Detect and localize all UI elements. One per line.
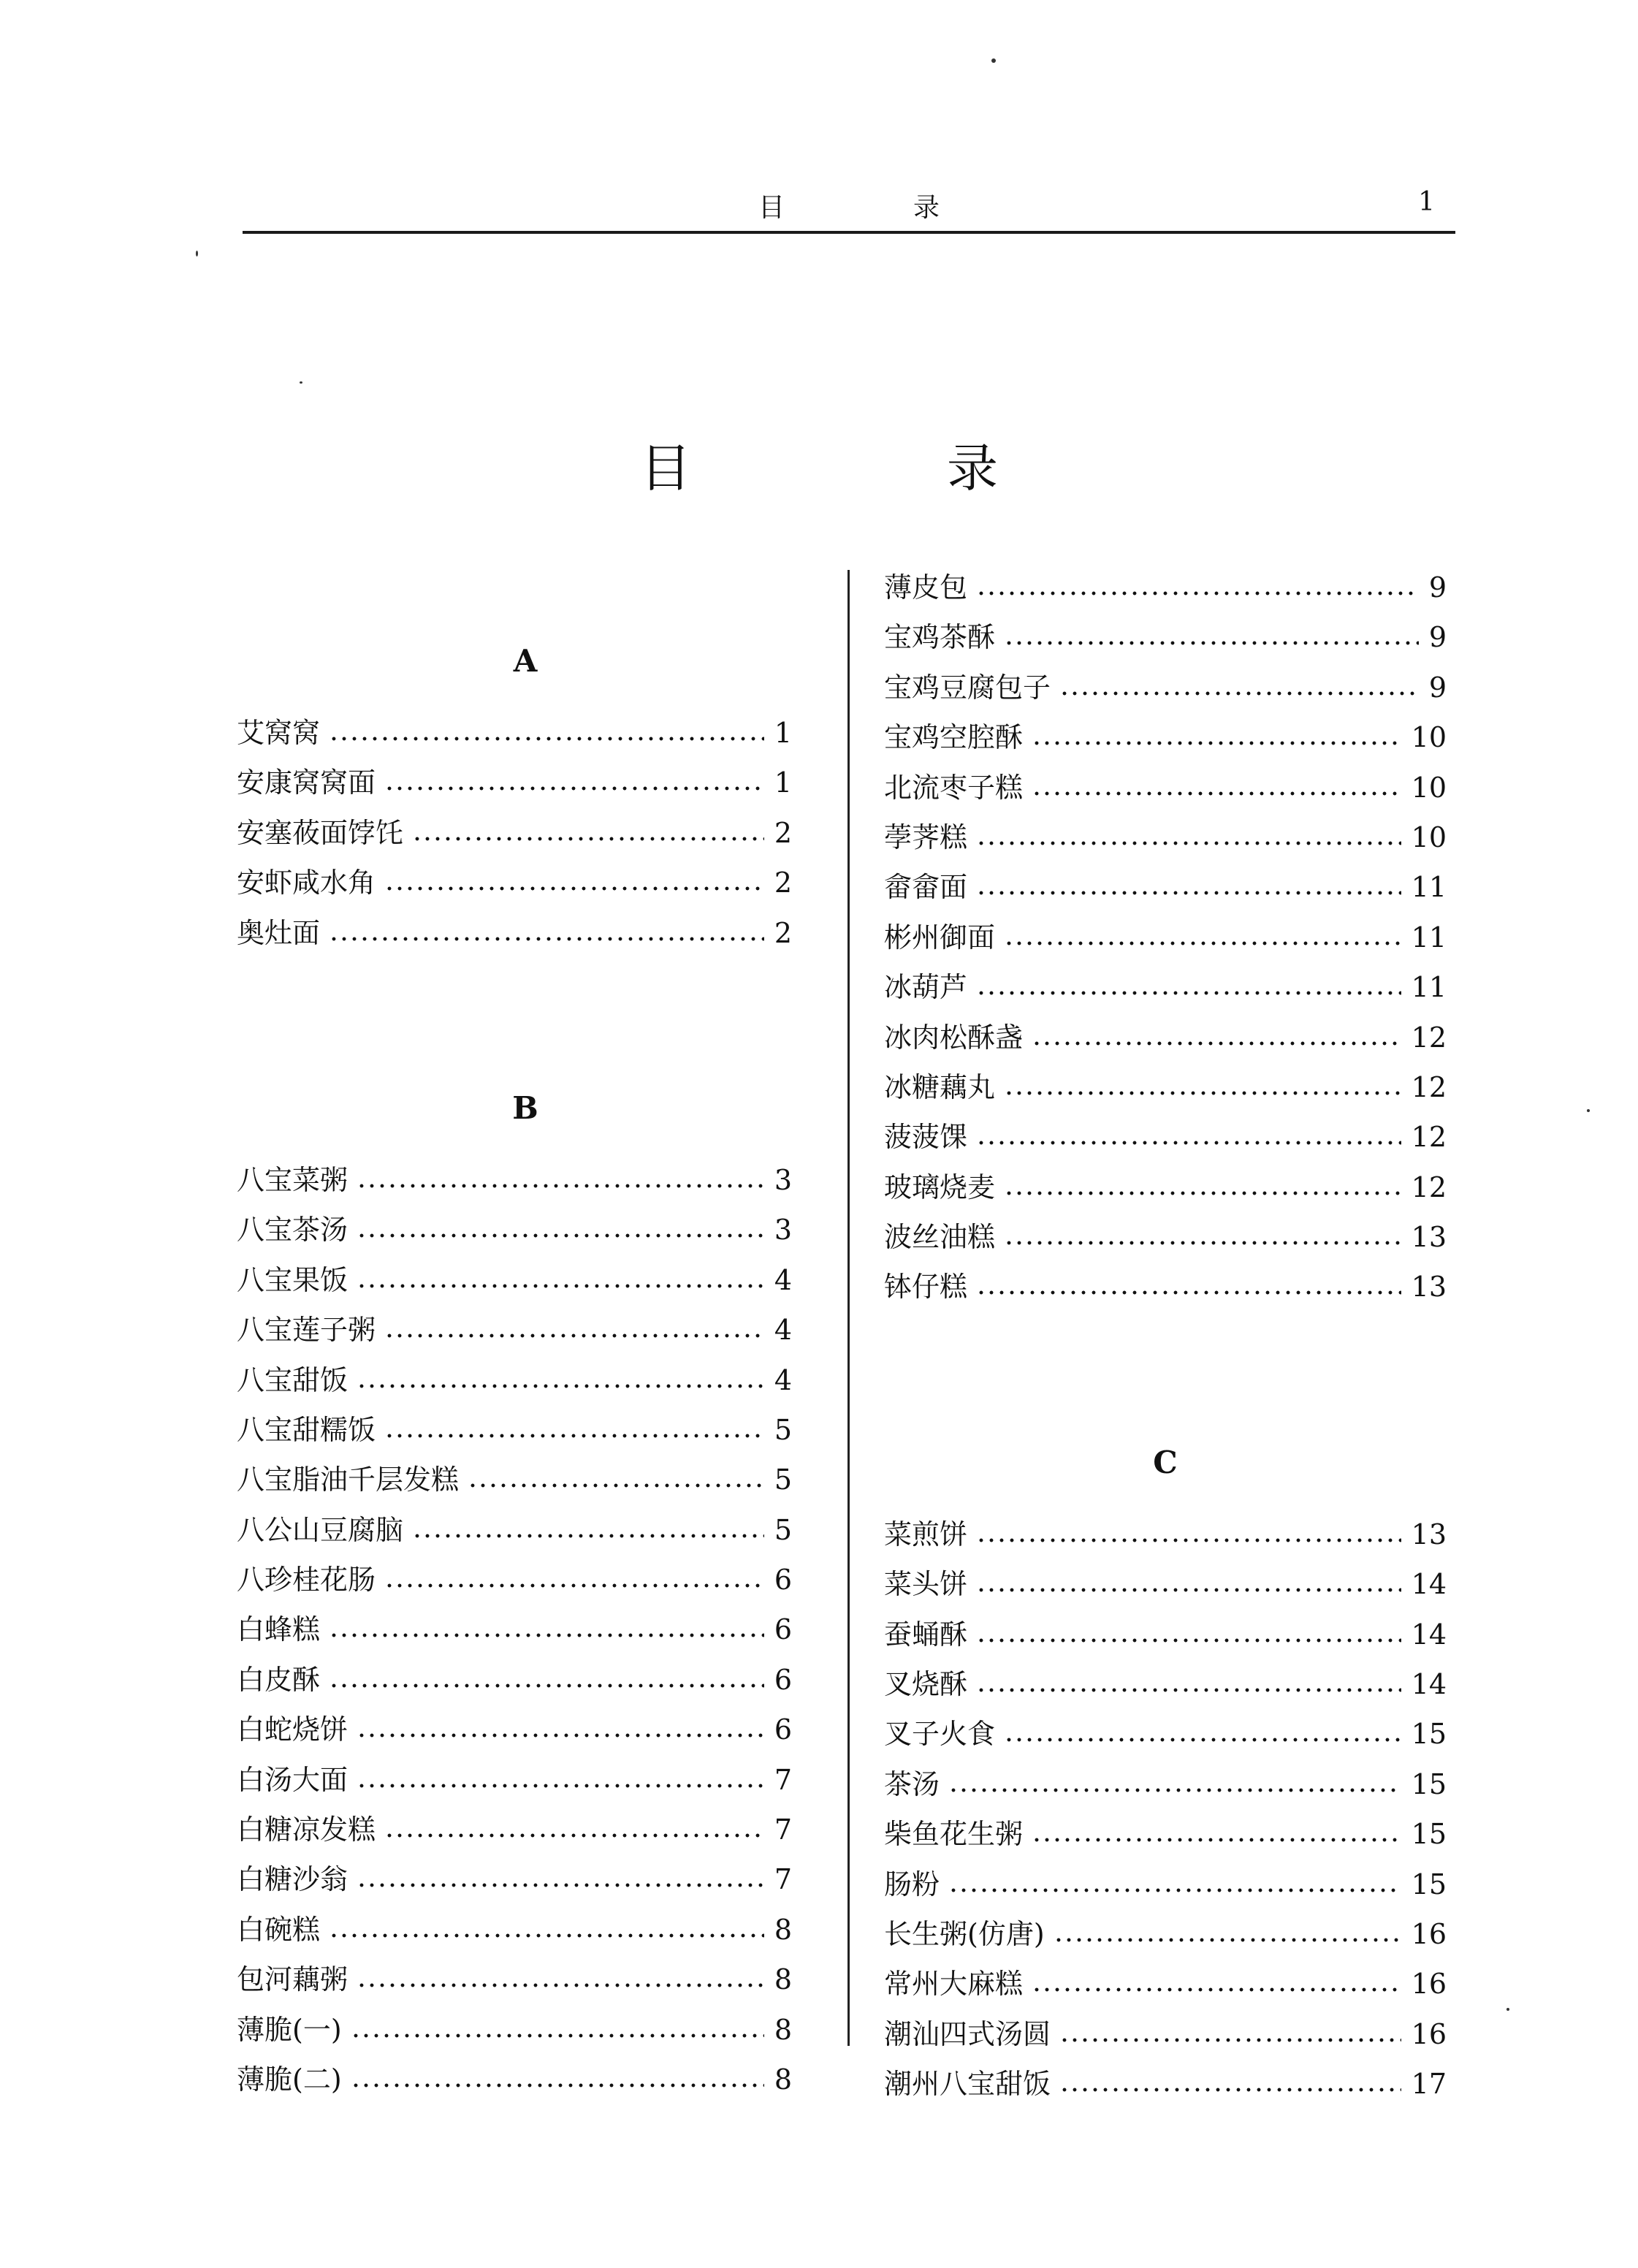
entry-page-number: 13 [1411, 1221, 1447, 1254]
dot-leader [384, 785, 764, 792]
entry-page-number: 6 [774, 1564, 792, 1597]
entry-title: 八宝脂油千层发糕 [237, 1464, 460, 1496]
running-header-page-number: 1 [1418, 187, 1435, 217]
toc-entry[interactable] [884, 1911, 1447, 1961]
scan-speck [196, 251, 198, 256]
entry-title: 荸荠糕 [884, 821, 968, 853]
toc-entry[interactable] [237, 1957, 792, 2006]
toc-entry[interactable] [884, 1711, 1447, 1761]
entry-page-number: 11 [1411, 971, 1447, 1004]
entry-title: 奥灶面 [237, 916, 321, 949]
dot-leader [1059, 690, 1419, 697]
entry-title: 菜头饼 [884, 1568, 968, 1601]
dot-leader [357, 1982, 764, 1989]
dot-leader [357, 1232, 764, 1239]
entry-title: 安康窝窝面 [237, 766, 376, 799]
entry-page-number: 14 [1411, 1618, 1447, 1651]
entry-page-number: 12 [1411, 1021, 1447, 1054]
entry-page-number: 10 [1411, 721, 1447, 754]
toc-entry[interactable] [884, 1065, 1447, 1114]
entry-title: 包河藕粥 [237, 1963, 348, 1996]
toc-entry[interactable] [884, 715, 1447, 764]
dot-leader [948, 1786, 1401, 1794]
dot-leader [329, 935, 764, 943]
entry-title: 艾窝窝 [237, 717, 321, 749]
toc-entry[interactable] [237, 2057, 792, 2107]
toc-entry[interactable] [237, 810, 792, 860]
entry-page-number: 13 [1411, 1271, 1447, 1304]
entry-title: 叉子火食 [884, 1718, 996, 1751]
entry-title: 八宝莲子粥 [237, 1314, 376, 1347]
entry-page-number: 2 [774, 867, 792, 899]
toc-entry[interactable] [884, 1612, 1447, 1662]
entry-page-number: 6 [774, 1613, 792, 1646]
scan-speck [991, 58, 996, 63]
entry-page-number: 15 [1411, 1767, 1447, 1800]
entry-page-number: 16 [1411, 2017, 1447, 2050]
dot-leader [976, 1586, 1401, 1594]
toc-entry[interactable] [237, 910, 792, 960]
dot-leader [357, 1782, 764, 1789]
toc-entry[interactable] [237, 1857, 792, 1906]
toc-entry[interactable] [884, 1662, 1447, 1711]
entry-page-number: 4 [774, 1263, 792, 1296]
entry-page-number: 2 [774, 916, 792, 949]
entry-page-number: 12 [1411, 1121, 1447, 1154]
entry-title: 长生粥(仿唐) [884, 1917, 1045, 1950]
dot-leader [976, 590, 1419, 597]
entry-page-number: 16 [1411, 1968, 1447, 2001]
entry-page-number: 1 [774, 717, 792, 749]
entry-title: 八宝甜饭 [237, 1363, 348, 1396]
entry-title: 畲畲面 [884, 871, 968, 904]
dot-leader [976, 1139, 1401, 1146]
toc-entry[interactable] [237, 1807, 792, 1857]
entry-page-number: 10 [1411, 771, 1447, 804]
entry-title: 彬州御面 [884, 921, 996, 954]
entry-title: 冰葫芦 [884, 971, 968, 1004]
toc-entry[interactable] [237, 1907, 792, 1957]
dot-leader [1004, 1089, 1401, 1097]
dot-leader [1054, 1936, 1401, 1944]
entry-title: 叉烧酥 [884, 1668, 968, 1701]
section-heading: B [512, 1089, 538, 1126]
entry-title: 八宝菜粥 [237, 1163, 348, 1196]
dot-leader [357, 1382, 764, 1390]
entry-title: 八宝果饭 [237, 1263, 348, 1296]
entry-page-number: 4 [774, 1363, 792, 1396]
dot-leader [1032, 790, 1401, 797]
entry-page-number: 10 [1411, 821, 1447, 853]
dot-leader [976, 889, 1401, 897]
toc-entry[interactable] [884, 815, 1447, 864]
dot-leader [468, 1482, 764, 1489]
dot-leader [1032, 1986, 1401, 1993]
dot-leader [329, 735, 764, 742]
entry-title: 薄脆(一) [237, 2013, 342, 2046]
dot-leader [384, 885, 764, 892]
running-header [243, 187, 1455, 234]
dot-leader [976, 1686, 1401, 1694]
entry-title: 八珍桂花肠 [237, 1564, 376, 1597]
dot-leader [1032, 739, 1401, 747]
toc-entry[interactable] [884, 2012, 1447, 2061]
dot-leader [976, 840, 1401, 847]
toc-entry[interactable] [884, 565, 1447, 614]
entry-page-number: 15 [1411, 1818, 1447, 1851]
dot-leader [351, 2082, 764, 2089]
entry-title: 白蜂糕 [237, 1613, 321, 1646]
entry-title: 八宝茶汤 [237, 1214, 348, 1247]
dot-leader [351, 2032, 764, 2039]
toc-entry[interactable] [884, 1862, 1447, 1911]
entry-title: 宝鸡豆腐包子 [884, 671, 1051, 704]
toc-entry[interactable] [884, 1165, 1447, 1214]
entry-title: 冰糖藕丸 [884, 1070, 996, 1103]
entry-title: 玻璃烧麦 [884, 1171, 996, 1203]
toc-entry[interactable] [237, 1407, 792, 1457]
entry-page-number: 9 [1428, 671, 1447, 704]
toc-entry[interactable] [237, 1157, 792, 1207]
entry-title: 白皮酥 [237, 1663, 321, 1696]
dot-leader [384, 1432, 764, 1439]
section-heading: A [513, 643, 538, 679]
entry-page-number: 16 [1411, 1917, 1447, 1950]
entry-page-number: 12 [1411, 1070, 1447, 1103]
entry-page-number: 7 [774, 1763, 792, 1796]
dot-leader [357, 1881, 764, 1889]
entry-title: 白蛇烧饼 [237, 1713, 348, 1746]
entry-page-number: 15 [1411, 1868, 1447, 1900]
dot-leader [1032, 1040, 1401, 1047]
entry-title: 白糖沙翁 [237, 1863, 348, 1896]
entry-title: 白碗糕 [237, 1913, 321, 1946]
toc-entry[interactable] [237, 1507, 792, 1557]
entry-page-number: 11 [1411, 871, 1447, 904]
toc-entry[interactable] [884, 964, 1447, 1014]
dot-leader [384, 1332, 764, 1339]
toc-entry[interactable] [884, 1264, 1447, 1314]
scan-speck [1506, 2008, 1509, 2011]
entry-title: 北流枣子糕 [884, 771, 1024, 804]
toc-left-column [237, 612, 792, 2107]
entry-title: 潮汕四式汤圆 [884, 2017, 1051, 2050]
entry-title: 茶汤 [884, 1767, 940, 1800]
section-gap [884, 1314, 1447, 1414]
entry-page-number: 2 [774, 816, 792, 849]
dot-leader [357, 1182, 764, 1190]
entry-page-number: 8 [774, 1963, 792, 1996]
dot-leader [976, 989, 1401, 997]
toc-entry[interactable] [237, 710, 792, 760]
toc-entry[interactable] [237, 1657, 792, 1707]
entry-title: 常州大麻糕 [884, 1968, 1024, 2001]
entry-title: 薄皮包 [884, 571, 968, 604]
dot-leader [412, 1532, 764, 1540]
column-divider [847, 570, 850, 2046]
entry-title: 菜煎饼 [884, 1518, 968, 1550]
dot-leader [976, 1289, 1401, 1296]
dot-leader [384, 1832, 764, 1839]
entry-title: 波丝油糕 [884, 1221, 996, 1254]
entry-title: 安虾咸水角 [237, 867, 376, 899]
section-gap [237, 960, 792, 1059]
entry-page-number: 15 [1411, 1718, 1447, 1751]
toc-entry[interactable] [237, 860, 792, 910]
entry-page-number: 5 [774, 1513, 792, 1546]
dot-leader [357, 1732, 764, 1739]
toc-entry[interactable] [237, 1358, 792, 1407]
entry-page-number: 14 [1411, 1568, 1447, 1601]
entry-page-number: 3 [774, 1163, 792, 1196]
entry-page-number: 8 [774, 1913, 792, 1946]
page-title: 目 录 [640, 438, 1100, 498]
scan-speck [1587, 1109, 1590, 1112]
toc-entry[interactable] [237, 1707, 792, 1757]
dot-leader [1004, 1190, 1401, 1197]
dot-leader [1032, 1836, 1401, 1843]
dot-leader [384, 1582, 764, 1589]
entry-page-number: 9 [1428, 571, 1447, 604]
dot-leader [948, 1887, 1401, 1894]
entry-title: 蚕蛹酥 [884, 1618, 968, 1651]
dot-leader [1004, 1736, 1401, 1743]
dot-leader [412, 835, 764, 842]
toc-entry[interactable] [884, 2061, 1447, 2111]
entry-page-number: 4 [774, 1314, 792, 1347]
entry-title: 菠菠馃 [884, 1121, 968, 1154]
toc-right-column [884, 565, 1447, 2112]
entry-page-number: 8 [774, 2013, 792, 2046]
entry-title: 肠粉 [884, 1868, 940, 1900]
dot-leader [1004, 940, 1401, 947]
entry-page-number: 7 [774, 1814, 792, 1846]
entry-title: 钵仔糕 [884, 1271, 968, 1304]
entry-page-number: 13 [1411, 1518, 1447, 1550]
entry-page-number: 3 [774, 1214, 792, 1247]
running-header-title: 目 录 [758, 193, 991, 223]
toc-entry[interactable] [237, 760, 792, 810]
toc-entry[interactable] [884, 1961, 1447, 2011]
toc-entry[interactable] [237, 1257, 792, 1307]
dot-leader [976, 1637, 1401, 1644]
entry-title: 白汤大面 [237, 1763, 348, 1796]
entry-page-number: 5 [774, 1413, 792, 1446]
dot-leader [1059, 2036, 1401, 2044]
toc-entry[interactable] [237, 2007, 792, 2057]
entry-page-number: 7 [774, 1863, 792, 1896]
entry-page-number: 6 [774, 1713, 792, 1746]
toc-entry[interactable] [237, 1757, 792, 1807]
entry-title: 八宝甜糯饭 [237, 1413, 376, 1446]
entry-title: 冰肉松酥盏 [884, 1021, 1024, 1054]
toc-entry[interactable] [237, 1207, 792, 1257]
entry-page-number: 1 [774, 766, 792, 799]
entry-title: 柴鱼花生粥 [884, 1818, 1024, 1851]
toc-entry[interactable] [884, 915, 1447, 964]
entry-page-number: 12 [1411, 1171, 1447, 1203]
entry-title: 安塞莜面饽饦 [237, 816, 404, 849]
entry-page-number: 8 [774, 2063, 792, 2096]
dot-leader [976, 1537, 1401, 1544]
entry-title: 宝鸡茶酥 [884, 621, 996, 654]
dot-leader [1004, 1239, 1401, 1247]
entry-page-number: 11 [1411, 921, 1447, 954]
toc-entry[interactable] [884, 614, 1447, 664]
entry-title: 薄脆(二) [237, 2063, 342, 2096]
toc-entry[interactable] [884, 765, 1447, 815]
toc-entry[interactable] [884, 1811, 1447, 1861]
entry-page-number: 17 [1411, 2068, 1447, 2101]
entry-title: 八公山豆腐脑 [237, 1513, 404, 1546]
toc-entry[interactable] [237, 1307, 792, 1357]
toc-entry[interactable] [237, 1557, 792, 1607]
entry-page-number: 9 [1428, 621, 1447, 654]
dot-leader [1059, 2086, 1401, 2093]
toc-entry[interactable] [884, 864, 1447, 914]
entry-page-number: 6 [774, 1663, 792, 1696]
dot-leader [1004, 639, 1419, 647]
toc-entry[interactable] [884, 1015, 1447, 1065]
dot-leader [329, 1682, 764, 1689]
entry-page-number: 14 [1411, 1668, 1447, 1701]
entry-title: 白糖凉发糕 [237, 1814, 376, 1846]
toc-entry[interactable] [237, 1607, 792, 1656]
toc-entry[interactable] [884, 665, 1447, 715]
toc-entry[interactable] [884, 1114, 1447, 1164]
toc-entry[interactable] [884, 1762, 1447, 1811]
dot-leader [357, 1282, 764, 1290]
toc-entry[interactable] [237, 1457, 792, 1507]
dot-leader [329, 1932, 764, 1939]
scan-speck [300, 381, 302, 384]
entry-title: 宝鸡空腔酥 [884, 721, 1024, 754]
entry-page-number: 5 [774, 1464, 792, 1496]
toc-entry[interactable] [884, 1512, 1447, 1561]
dot-leader [329, 1632, 764, 1639]
toc-entry[interactable] [884, 1561, 1447, 1611]
toc-entry[interactable] [884, 1214, 1447, 1264]
entry-title: 潮州八宝甜饭 [884, 2068, 1051, 2101]
section-heading: C [1153, 1444, 1178, 1480]
